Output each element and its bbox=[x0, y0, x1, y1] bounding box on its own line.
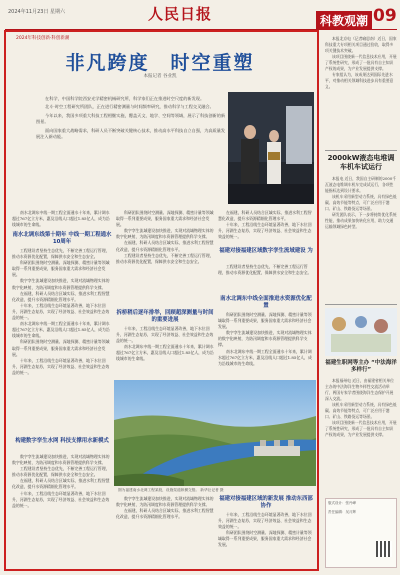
canal-aerial-photo bbox=[114, 380, 316, 486]
body-column-right-2: 工程建设者坚持生态优先，不断完善工程运行管理，推动水资源优化配置，保障供水安全和生态安全。 bbox=[218, 264, 312, 276]
right-column-news-3: 本报福州电 近日，由福建省相关单位主办的中法海洋生物多样性交流活动举行，两国专家学者围绕海洋生态保护开展深入交流。 该机车采用新型动力系统，具有绿色低碳、高效节能等特点，可广泛应用于港口、矿山、铁路货运等场景。 该项目围绕新一代信息技术应用，开展了系统性研究，形成了一批具有自主知识产权的成果，为产业发展提供支撑。 bbox=[325, 378, 397, 437]
subhead-5: 南水北调东中线全面推进水资源优化配置 bbox=[220, 296, 312, 309]
body-column-right-3: 科研团队围绕时空测量、深地探测、精密计量等领域取得一系列重要成果，服务国家重大需求和经济社会发展。 数字孪生流域建设加快推进，实现对流域物理实体的数字化映射，为防汛调度和水资源管理提供科学支撑。 南水北调东中线一期工程全面通水十年来，累计调水超过767亿立方米，惠及沿线人口超过1.85亿人，成为沿线城市的生命线。 bbox=[218, 312, 312, 366]
right-column-news-1: 本报北京电（记者喻思南）近日，国家科技重大专项相关项目通过验收，取得多项关键技术突破。 该项目围绕新一代信息技术应用，开展了系统性研究，形成了一批具有自主知识产权的成果，为产业发展提供支撑。 专家组认为，该成果达到国际先进水平，对推动相关领域科技进步具有重要意义。 bbox=[325, 36, 397, 89]
lead-paragraph: 北斗·时空工程研究所团队，正在进行精密测量与时间频率研究，推动科学与工程交叉融合。 bbox=[45, 104, 214, 110]
photo-caption: 图为福建南水北调工程某段，设施渠道纵横交错。 新华社记者 摄 bbox=[118, 488, 224, 492]
newspaper-logo: 人民日报 bbox=[148, 5, 213, 23]
body-column-left-top: 南水北调东中线一期工程全面通水十年来，累计调水超过767亿立方米，惠及沿线人口超过1.85亿人，成为沿线城市的生命线。 bbox=[12, 210, 110, 228]
body-column-right: 在福建，科研人员结合区域实际，推进水利工程智慧化改造，提升水资源精细化管理水平。 十年来，工程沿线生态环境显著改善，地下水位回升，河湖生态复苏，实现了经济效益、社会效益和生态效益的统一。 bbox=[218, 210, 312, 240]
right-headline-event: 福建生职网等主办 “中法海洋多样行” bbox=[325, 360, 397, 373]
subhead-4: 构建数字孪生水网 科技支撑用水新模式 bbox=[15, 438, 109, 444]
lead-paragraph: 面向国家重大战略需求，科研人员不断突破关键核心技术，推动高水平科技自立自强，为高质量发展注入新动能。 bbox=[36, 127, 226, 140]
body-column-bottom-right: 十年来，工程沿线生态环境显著改善，地下水位回升，河湖生态复苏，实现了经济效益、社会效益和生态效益的统一。 科研团队围绕时空测量、深地探测、精密计量等领域取得一系列重要成果，服务国家重大需求和经济社会发展。 bbox=[218, 512, 312, 548]
body-column-left-bottom: 数字孪生流域建设加快推进，实现对流域物理实体的数字化映射，为防汛调度和水资源管理提供科学支撑。 工程建设者坚持生态优先，不断完善工程运行管理，推动水资源优化配置，保障供水安全和生态安全。 在福建，科研人员结合区域实际，推进水利工程智慧化改造，提升水资源精细化管理水平。 十年来，工程沿线生态环境显著改善，地下水位回升，河湖生态复苏，实现了经济效益、社会效益和生态效益的统一。 bbox=[12, 454, 110, 508]
subhead-6: 福建对接福建区域的新发展 推动东西部协作 bbox=[219, 496, 313, 509]
article-kicker: 2024年科技创新·科创新潮 bbox=[16, 36, 70, 41]
award-ceremony-photo bbox=[228, 92, 314, 204]
right-column-divider bbox=[325, 304, 397, 305]
editor-line: 责任编辑：吴月辉 bbox=[328, 510, 356, 514]
body-column-bottom-middle: 数字孪生流域建设加快推进，实现对流域物理实体的数字化映射，为防汛调度和水资源管理提供科学支撑。 在福建，科研人员结合区域实际，推进水利工程智慧化改造，提升水资源精细化管理水平。 bbox=[116, 496, 214, 520]
issue-date: 2024年11月23日 星期六 bbox=[8, 9, 66, 15]
right-headline-locomotive: 2000kW液态电堆调车机车试运行 bbox=[327, 154, 395, 171]
page-number: 09 bbox=[373, 6, 397, 26]
article-lead bbox=[36, 96, 228, 142]
qr-code-icon bbox=[376, 541, 392, 557]
section-label: 科教观潮 bbox=[316, 11, 372, 30]
body-column-left: 工程建设者坚持生态优先，不断完善工程运行管理，推动水资源优化配置，保障供水安全和生态安全。 科研团队围绕时空测量、深地探测、精密计量等领域取得一系列重要成果，服务国家重大需求和经济社会发展。 数字孪生流域建设加快推进，实现对流域物理实体的数字化映射，为防汛调度和水资源管理提供科学支撑。 在福建，科研人员结合区域实际，推进水利工程智慧化改造，提升水资源精细化管理水平。 十年来，工程沿线生态环境显著改善，地下水位回升，河湖生态复苏，实现了经济效益、社会效益和生态效益的统一。 南水北调东中线一期工程全面通水十年来，累计调水超过767亿立方米，惠及沿线人口超过1.85亿人，成为沿线城市的生命线。 科研团队围绕时空测量、深地探测、精密计量等领域取得一系列重要成果，服务国家重大需求和经济社会发展。 十年来，工程沿线生态环境显著改善，地下水位回升，河湖生态复苏，实现了经济效益、社会效益和生态效益的统一。 bbox=[12, 248, 110, 375]
body-column-middle-2: 十年来，工程沿线生态环境显著改善，地下水位回升，河湖生态复苏，实现了经济效益、社会效益和生态效益的统一。 南水北调东中线一期工程全面通水十年来，累计调水超过767亿立方米，惠及沿线人口超过1.85亿人，成为沿线城市的生命线。 bbox=[116, 326, 214, 362]
subhead-1: 南水北调东线第十期年 中线一期工程通水10周年 bbox=[12, 232, 112, 245]
body-column-middle: 科研团队围绕时空测量、深地探测、精密计量等领域取得一系列重要成果，服务国家重大需求和经济社会发展。 数字孪生流域建设加快推进，实现对流域物理实体的数字化映射，为防汛调度和水资源管理提供科学支撑。 在福建，科研人员结合区域实际，推进水利工程智慧化改造，提升水资源精细化管理水平。 工程建设者坚持生态优先，不断完善工程运行管理，推动水资源优化配置，保障供水安全和生态安全。 bbox=[116, 210, 214, 264]
subhead-2: 拆桥稍后逐年排举，回顾超深测量与时间的重要进展 bbox=[116, 310, 214, 323]
subhead-3: 福建对接福建区域数字孪生流域建设 为 bbox=[219, 248, 313, 254]
lead-paragraph: 在科学，中国科学院西安光学精密机械研究所，科学家们正在推进时空尺度的新发现。 bbox=[45, 96, 205, 101]
right-column-divider bbox=[325, 150, 397, 151]
editor-info-box bbox=[325, 498, 397, 568]
article-headline: 非凡跨度 时空重塑 bbox=[65, 52, 255, 74]
article-byline: 本报记者 谷业凯 bbox=[143, 74, 177, 79]
masthead bbox=[0, 0, 400, 30]
right-column-illustration bbox=[325, 308, 397, 356]
editor-line: 版式设计：张丹峰 bbox=[328, 501, 356, 505]
right-column-news-2: 本报电 近日，我国自主研制的2000千瓦液态电堆调车机车完成试运行，各项性能指标达到设计要求。 该机车采用新型动力系统，具有绿色低碳、高效节能等特点，可广泛应用于港口、矿山、铁路货运等场景。 研发团队表示，下一步将持续优化系统性能，推动成果加快转化应用，助力交通运输领域绿色转型。 bbox=[325, 176, 397, 229]
lead-paragraph: 今年以来，我国多项重大科技工程相继实施，覆盖天文、地学、空间等领域，展示了科技创新的新图景。 bbox=[36, 112, 226, 125]
